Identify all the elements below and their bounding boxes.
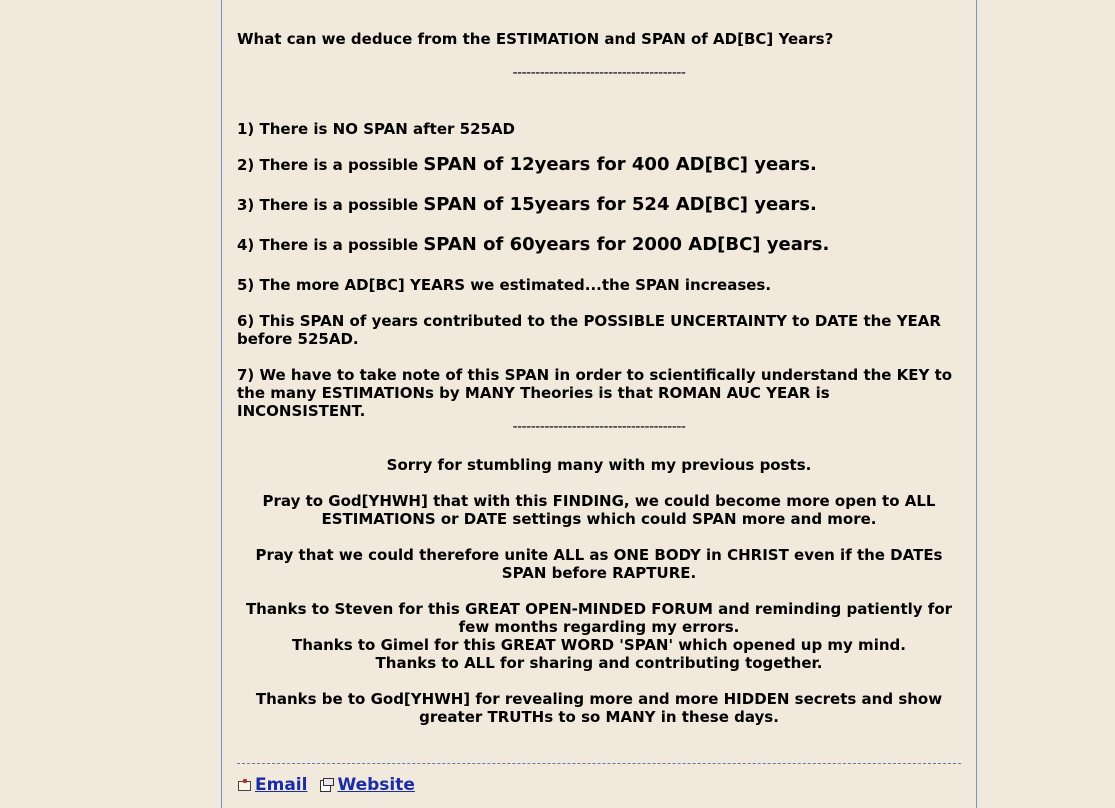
closing-thanks-steven: Thanks to Steven for this GREAT OPEN-MINDED FORUM and reminding patiently for few months regarding my errors. — [245, 600, 953, 636]
point-3 — [237, 196, 817, 214]
closing-thanks-gimel: Thanks to Gimel for this GREAT WORD 'SPAN' which opened up my mind. — [292, 636, 906, 654]
point-text: 2) There is a possible — [237, 156, 424, 174]
closing-apology: Sorry for stumbling many with my previous posts. — [386, 456, 812, 474]
website-icon — [319, 778, 333, 792]
signature-divider — [237, 763, 961, 764]
point-5 — [237, 276, 771, 294]
point-text: 1) There is NO SPAN after 525AD — [237, 120, 515, 138]
point-text: 6) This SPAN of years contributed to the POSSIBLE UNCERTAINTY to DATE the YEAR before 525AD. — [237, 312, 941, 348]
separator-bottom: -------------------------------------- — [512, 419, 686, 435]
post-footer-links — [237, 774, 415, 796]
point-text: 4) There is a possible — [237, 236, 424, 254]
point-text: 7) We have to take note of this SPAN in order to scientifically understand the KEY to the many ESTIMATIONs by MANY Theories is that ROMAN AUC YEAR is INCONSISTENT. — [237, 366, 953, 420]
point-7 — [237, 366, 957, 420]
point-4 — [237, 236, 829, 254]
point-text: 3) There is a possible — [237, 196, 424, 214]
point-emphasis: SPAN of 60years for 2000 AD[BC] years. — [423, 234, 830, 255]
closing-prayer-1: Pray to God[YHWH] that with this FINDING, we could become more open to ALL ESTIMATIONS or DATE settings which could SPAN more and more. — [262, 492, 936, 528]
email-link[interactable]: Email — [255, 775, 308, 795]
closing-prayer-2: Pray that we could therefore unite ALL as ONE BODY in CHRIST even if the DATEs SPAN before RAPTURE. — [255, 546, 943, 582]
point-emphasis: SPAN of 12years for 400 AD[BC] years. — [423, 154, 817, 175]
website-link[interactable]: Website — [337, 775, 415, 795]
post-question: What can we deduce from the ESTIMATION and SPAN of AD[BC] Years? — [237, 30, 834, 48]
email-icon — [237, 778, 251, 792]
closing-thanks-all: Thanks to ALL for sharing and contributing together. — [375, 654, 823, 672]
point-2 — [237, 156, 817, 174]
forum-post — [221, 0, 977, 808]
point-1 — [237, 120, 515, 138]
closing-thanks-god: Thanks be to God[YHWH] for revealing more and more HIDDEN secrets and show greater TRUTHs to so MANY in these days. — [255, 690, 943, 726]
point-text: 5) The more AD[BC] YEARS we estimated...the SPAN increases. — [237, 276, 772, 294]
point-6 — [237, 312, 957, 348]
point-emphasis: SPAN of 15years for 524 AD[BC] years. — [423, 194, 817, 215]
separator-top: -------------------------------------- — [512, 65, 686, 81]
